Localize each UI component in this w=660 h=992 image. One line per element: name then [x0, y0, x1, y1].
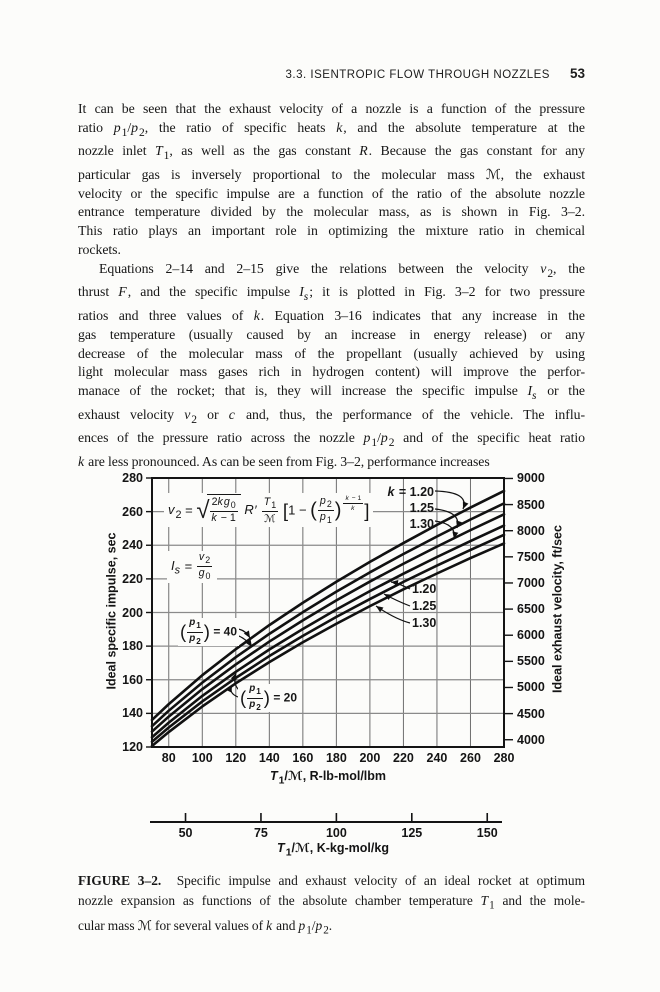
y-axis-right-tick-label: 9000: [517, 471, 545, 486]
equation-exhaust-velocity: $v_2$ = √ $\frac{2kg_0}{k - 1}$ R′ $\frac{T_1}{\text{ℳ}}$ [1 − ( $\frac{p_2}{p_1}$ ) $^{\frac{k - 1}{k}}$ ]: [164, 493, 373, 527]
x-axis-tick-label: 280: [493, 751, 515, 765]
y-axis-left-tick-label: 260: [122, 504, 143, 519]
text-line: nozzle inlet $T_1$, as well as the gas constant R. Because the gas constant for any: [78, 143, 586, 163]
y-axis-right-title: Ideal exhaust velocity, ft/sec: [550, 525, 565, 693]
x-axis-title: $T_1/ℳ$, R-lb-mol/lbm: [269, 768, 387, 787]
text-line: rockets.: [78, 242, 121, 258]
x-axis-tick-label: 120: [225, 751, 247, 765]
x-axis-tick-label: 140: [258, 751, 280, 765]
leader-line: [435, 491, 464, 509]
secondary-axis-tick-label: 50: [178, 826, 193, 840]
running-head-section: 3.3. ISENTROPIC FLOW THROUGH NOZZLES: [285, 69, 550, 81]
k-label: 1.20: [412, 582, 437, 596]
y-axis-right-tick-label: 5500: [517, 654, 545, 669]
caption-line: FIGURE 3–2. Specific impulse and exhaust velocity of an ideal rocket at optimum: [78, 873, 585, 888]
text-line: entrance temperature divided by the molecular mass, as is shown in Fig. 3–2.: [78, 204, 585, 220]
secondary-axis-tick-label: 125: [401, 826, 423, 840]
text-line: light molecular mass gases rich in hydrogen content) will improve the perfor-: [78, 364, 585, 380]
y-axis-right-tick-label: 8000: [517, 523, 545, 538]
y-axis-left-tick-label: 120: [122, 740, 143, 754]
text-line: It can be seen that the exhaust velocity of a nozzle is a function of the pressure: [78, 101, 585, 116]
k-label: 1.25: [412, 599, 437, 613]
text-line: manace of the rocket; that is, they will increase the specific impulse $I_s$ or the: [78, 383, 585, 402]
y-axis-right-tick-label: 8500: [517, 497, 545, 512]
y-axis-right-tick-label: 4500: [517, 706, 545, 721]
leader-arrowhead: [376, 606, 383, 612]
text-line: velocity or the specific impulse are a function of the ratio of the absolute nozzle: [78, 185, 585, 201]
y-axis-left-tick-label: 200: [122, 605, 143, 620]
text-line: This ratio plays an important role in optimizing the mixture ratio in chemical: [78, 223, 585, 239]
text-line: gas temperature (usually caused by an increase in energy release) or any: [78, 326, 585, 342]
k-label: 1.25: [409, 501, 434, 515]
k-label: 1.30: [412, 616, 437, 630]
x-axis-tick-label: 260: [460, 751, 481, 765]
y-axis-right-tick-label: 7500: [517, 549, 545, 564]
text-line: k are less pronounced. As can be seen from Fig. 3–2, performance increases: [78, 453, 490, 469]
secondary-axis-tick-label: 150: [476, 826, 498, 840]
x-axis-tick-label: 200: [359, 751, 381, 765]
curve-p1-p2-20-k-1.30: [152, 543, 504, 746]
text-line: Equations 2–14 and 2–15 give the relations between the velocity $v_2$, the: [99, 260, 585, 280]
text-line: particular gas is inversely proportional to the molecular mass ℳ, the exhaust: [78, 166, 585, 183]
body-text: [78, 100, 585, 472]
y-axis-left-tick-label: 280: [122, 471, 143, 485]
running-head: [78, 66, 585, 81]
pressure-ratio-40-label: ( $\frac{p_1}{p_2}$ ) = 40: [180, 617, 238, 646]
y-axis-right-tick-label: 5000: [517, 680, 545, 695]
y-axis-left-tick-label: 160: [122, 672, 143, 687]
x-axis-tick-label: 220: [392, 751, 414, 765]
figure-caption: [78, 871, 585, 941]
x-axis-tick-label: 100: [191, 751, 213, 765]
caption-line: cular mass ℳ for several values of k and $p_1/p_2$.: [78, 917, 333, 937]
x-axis-tick-label: 160: [292, 751, 314, 765]
x-axis-tick-label: 80: [161, 751, 176, 765]
text-line: ratio $p_1/p_2$, the ratio of specific heats k, and the absolute temperature at the: [78, 119, 585, 139]
pressure-ratio-20-label: ( $\frac{p_1}{p_2}$ ) = 20: [240, 683, 298, 712]
equation-specific-impulse: $I_s$ = $\frac{v_2}{g_0}$: [167, 551, 217, 583]
text-line: thrust F, and the specific impulse $I_s$; it is plotted in Fig. 3–2 for two pressure: [78, 284, 585, 304]
y-axis-right-tick-label: 6500: [517, 602, 545, 617]
secondary-axis-tick-label: 100: [325, 826, 347, 840]
page-number: 53: [569, 66, 585, 81]
x-axis-tick-label: 180: [325, 751, 347, 765]
y-axis-left-tick-label: 140: [122, 706, 143, 721]
text-line: exhaust velocity $v_2$ or c and, thus, the performance of the vehicle. The influ-: [78, 406, 586, 426]
y-axis-left-tick-label: 180: [122, 639, 143, 654]
text-line: ratios and three values of k. Equation 3–16 indicates that any increase in the: [78, 307, 585, 323]
k-label: k = 1.20: [387, 485, 434, 499]
caption-line: nozzle expansion as functions of the absolute chamber temperature $T_1$ and the mole-: [78, 892, 585, 912]
y-axis-left-tick-label: 220: [122, 571, 143, 586]
y-axis-left-title: Ideal specific impulse, sec: [104, 532, 119, 690]
x-axis-tick-label: 240: [426, 751, 448, 765]
y-axis-right-tick-label: 4000: [517, 732, 545, 747]
text-line: decrease of the molecular mass of the propellant (usually achieved by using: [78, 345, 585, 361]
y-axis-right-tick-label: 6000: [517, 628, 545, 643]
text-line: ences of the pressure ratio across the nozzle $p_1/p_2$ and of the specific heat ratio: [78, 430, 585, 449]
chart-canvas: [0, 470, 660, 870]
y-axis-left-tick-label: 240: [122, 538, 143, 553]
secondary-axis-tick-label: 75: [253, 826, 268, 840]
secondary-x-axis-title: $T_1/ℳ$, K-kg-mol/kg: [277, 840, 389, 859]
k-label: 1.30: [409, 517, 434, 531]
y-axis-right-tick-label: 7000: [517, 575, 545, 590]
